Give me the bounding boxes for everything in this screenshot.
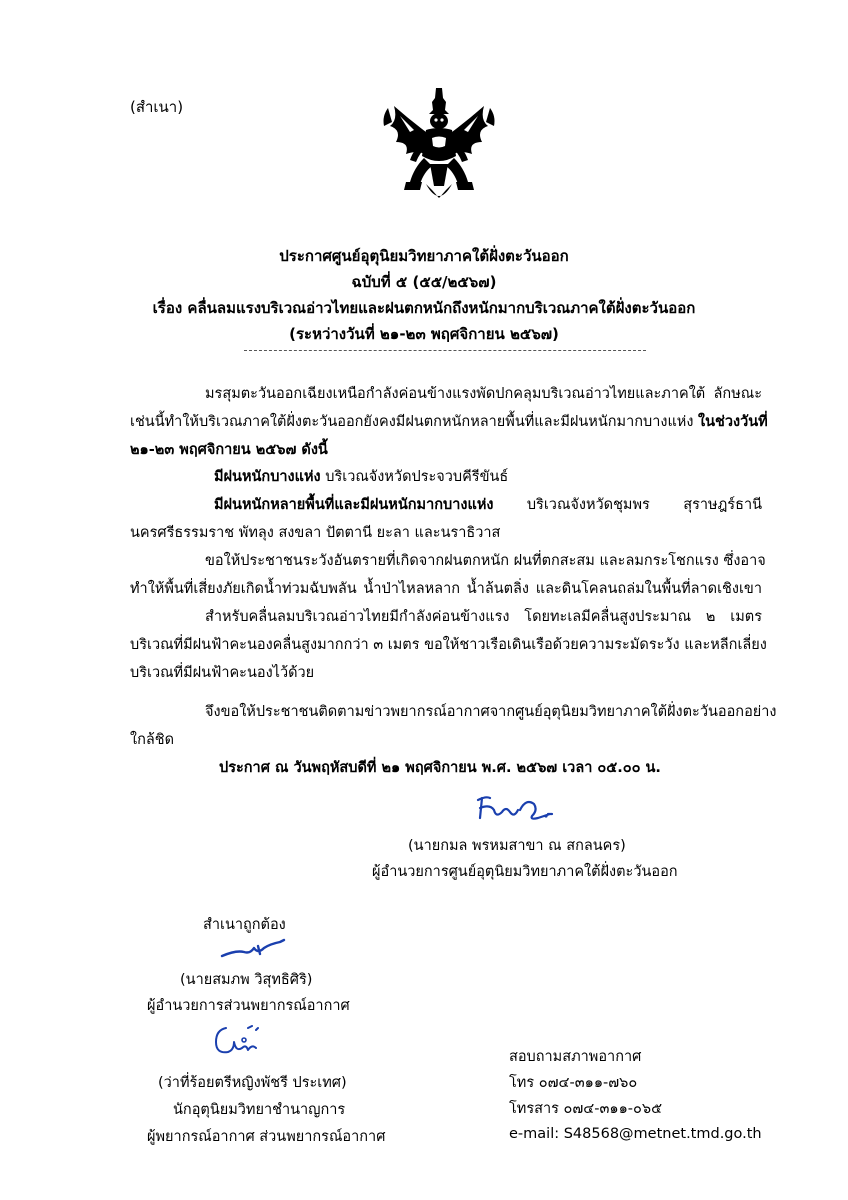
paragraph-3-line-1 [214,495,762,515]
paragraph-2 [214,467,508,487]
paragraph-1-line-2 [130,412,768,432]
paragraph-6-line-2: ใกล้ชิด [130,732,175,748]
heavy-rain-many-areas-label: มีฝนหนักหลายพื้นที่และมีฝนหนักมากบางแห่ง [214,497,494,513]
contact-fax: โทรสาร ๐๗๔-๓๑๑-๐๖๕ [509,1101,663,1117]
director-signature-icon [472,790,556,824]
paragraph-5-line-3: บริเวณที่มีฝนฟ้าคะนองไว้ด้วย [130,665,315,681]
certified-copy-label: สำเนาถูกต้อง [203,917,286,933]
certifier-name: (นายสมภพ วิสุทธิศิริ) [180,972,313,988]
garuda-emblem-icon [380,86,498,208]
forecast-period-dates: ๒๑-๒๓ พฤศจิกายน ๒๕๖๗ ดังนี้ [130,442,328,458]
paragraph-1-line-1: มรสุมตะวันออกเฉียงเหนือกำลังค่อนข้างแรงพัดปกคลุมบริเวณอ่าวไทยและภาคใต้ ลักษณะ [205,386,762,402]
contact-email[interactable]: e-mail: S48568@metnet.tmd.go.th [509,1126,762,1142]
paragraph-6-line-1: จึงขอให้ประชาชนติดตามข่าวพยากรณ์อากาศจากศูนย์อุตุนิยมวิทยาภาคใต้ฝั่งตะวันออกอย่าง [205,704,777,720]
director-name: (นายกมล พรหมสาขา ณ สกลนคร) [408,838,626,854]
certifier-position: ผู้อำนวยการส่วนพยากรณ์อากาศ [147,998,350,1014]
forecaster-position-1: นักอุตุนิยมวิทยาชำนาญการ [173,1102,346,1118]
title-divider [244,350,646,351]
paragraph-5-line-2: บริเวณที่มีฝนฟ้าคะนองคลื่นสูงมากกว่า ๓ เมตร ขอให้ชาวเรือเดินเรือด้วยความระมัดระวัง และหลีกเลี่ยง [130,637,767,653]
forecaster-signature-icon [212,1022,268,1064]
contact-heading: สอบถามสภาพอากาศ [509,1049,642,1065]
paragraph-1-text: เช่นนี้ทำให้บริเวณภาคใต้ฝั่งตะวันออกยังคงมีฝนตกหนักหลายพื้นที่และมีฝนหนักมากบางแห่ง [130,414,699,430]
paragraph-3-line-2: นครศรีธรรมราช พัทลุง สงขลา ปัตตานี ยะลา และนราธิวาส [130,525,501,541]
title-line-3: เรื่อง คลื่นลมแรงบริเวณอ่าวไทยและฝนตกหนักถึงหนักมากบริเวณภาคใต้ฝั่งตะวันออก [152,299,696,317]
paragraph-5-line-1: สำหรับคลื่นลมบริเวณอ่าวไทยมีกำลังค่อนข้างแรง โดยทะเลมีคลื่นสูงประมาณ ๒ เมตร [205,609,762,625]
announcement-date: ประกาศ ณ วันพฤหัสบดีที่ ๒๑ พฤศจิกายน พ.ศ. ๒๕๖๗ เวลา ๐๕.๐๐ น. [219,760,661,776]
forecaster-name: (ว่าที่ร้อยตรีหญิงพัชรี ประเทศ) [158,1075,347,1091]
title-line-4: (ระหว่างวันที่ ๒๑-๒๓ พฤศจิกายน ๒๕๖๗) [289,325,559,343]
contact-phone[interactable]: โทร ๐๗๔-๓๑๑-๗๖๐ [509,1075,638,1091]
paragraph-4-line-2: ทำให้พื้นที่เสี่ยงภัยเกิดน้ำท่วมฉับพลัน น้ำป่าไหลหลาก น้ำล้นตลิ่ง และดินโคลนถล่มในพื้นที่ลาดเชิงเขา [130,581,762,597]
director-position: ผู้อำนวยการศูนย์อุตุนิยมวิทยาภาคใต้ฝั่งตะวันออก [372,864,678,880]
forecast-period-label: ในช่วงวันที่ [698,414,768,430]
copy-mark: (สำเนา) [130,98,184,116]
heavy-rain-some-areas-label: มีฝนหนักบางแห่ง [214,469,321,485]
title-line-1: ประกาศศูนย์อุตุนิยมวิทยาภาคใต้ฝั่งตะวันออก [279,247,569,265]
heavy-rain-some-areas-provinces: บริเวณจังหวัดประจวบคีรีขันธ์ [320,469,509,485]
title-line-2: ฉบับที่ ๕ (๕๕/๒๕๖๗) [351,273,497,291]
certifier-signature-icon [218,936,288,962]
heavy-rain-many-areas-provinces: บริเวณจังหวัดชุมพร สุราษฎร์ธานี [493,497,762,513]
announcement-title [0,243,848,347]
paragraph-4-line-1: ขอให้ประชาชนระวังอันตรายที่เกิดจากฝนตกหนัก ฝนที่ตกสะสม และลมกระโชกแรง ซึ่งอาจ [205,553,766,569]
forecaster-position-2: ผู้พยากรณ์อากาศ ส่วนพยากรณ์อากาศ [147,1129,386,1145]
paragraph-1-line-3 [130,440,328,460]
